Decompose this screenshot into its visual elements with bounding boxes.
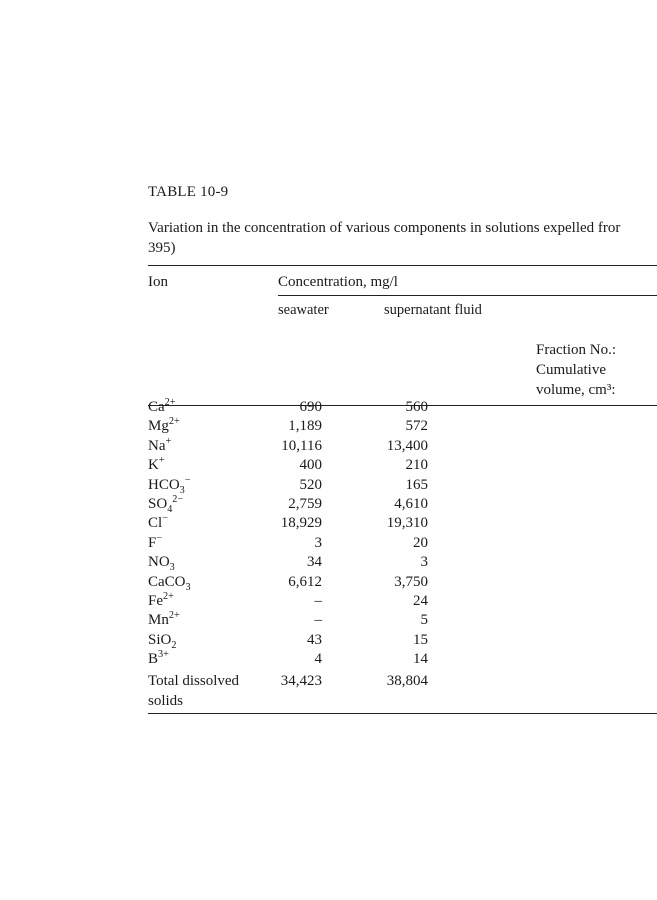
supernatant-value: 5 bbox=[420, 612, 428, 629]
ion-label: F− bbox=[148, 532, 163, 551]
table-row bbox=[0, 534, 657, 553]
seawater-value: 2,759 bbox=[288, 496, 322, 512]
concentration-rule bbox=[278, 295, 657, 296]
header-fraction-line-1: Fraction No.: bbox=[536, 342, 616, 358]
supernatant-value: 572 bbox=[405, 418, 428, 435]
table-row bbox=[0, 417, 657, 436]
supernatant-value: 15 bbox=[413, 631, 428, 648]
supernatant-value: 165 bbox=[405, 476, 428, 493]
table-row bbox=[0, 398, 657, 417]
ion-label: $Ca^{2+}$ bbox=[148, 397, 176, 415]
total-label-line-1: Total dissolved bbox=[148, 673, 240, 689]
supernatant-value: 13,400 bbox=[386, 437, 428, 454]
ion-label: Na+ bbox=[148, 435, 172, 454]
seawater-value: 520 bbox=[299, 476, 322, 493]
table-row bbox=[0, 592, 657, 611]
table-title: TABLE 10-9 bbox=[148, 184, 229, 200]
seawater-value: 6,612 bbox=[288, 573, 322, 590]
header-seawater: seawater bbox=[278, 302, 329, 318]
supernatant-value: 24 bbox=[413, 593, 428, 609]
ion-label: $Fe^{2+}$ bbox=[148, 591, 174, 609]
total-seawater-value: 34,423 bbox=[280, 673, 322, 689]
seawater-value: 10,116 bbox=[281, 437, 322, 454]
table-row bbox=[0, 456, 657, 475]
table-row bbox=[0, 476, 657, 495]
header-concentration: Concentration, mg/l bbox=[278, 274, 398, 290]
seawater-value: – bbox=[314, 612, 322, 629]
table-row bbox=[0, 437, 657, 456]
table-row bbox=[0, 573, 657, 592]
ion-label: Cl− bbox=[148, 513, 168, 532]
seawater-value: 690 bbox=[299, 399, 322, 415]
caption-line-1: Variation in the concentration of various components in solutions expelled fror bbox=[148, 220, 621, 236]
seawater-value: 34 bbox=[307, 554, 322, 571]
supernatant-value: 3,750 bbox=[394, 573, 428, 590]
seawater-value: 43 bbox=[307, 631, 322, 648]
header-fraction-line-3: volume, cm³: bbox=[536, 382, 616, 398]
header-fraction-line-2: Cumulative bbox=[536, 362, 606, 378]
table-row bbox=[0, 611, 657, 630]
ion-label: $Mn^{2+}$ bbox=[148, 610, 180, 629]
table-row bbox=[0, 514, 657, 533]
ion-label: $B^{3+}$ bbox=[148, 649, 169, 668]
table-row bbox=[0, 631, 657, 650]
ion-label: $SO_4^{2-}$ bbox=[148, 494, 184, 515]
table-row bbox=[0, 495, 657, 514]
supernatant-value: 4,610 bbox=[394, 496, 428, 512]
total-label-line-2: solids bbox=[148, 693, 184, 709]
supernatant-value: 210 bbox=[405, 457, 428, 474]
total-supernatant-value: 38,804 bbox=[386, 673, 428, 689]
ion-label: CaCO$_3$ bbox=[148, 573, 191, 593]
supernatant-value: 14 bbox=[413, 651, 428, 668]
bottom-rule bbox=[148, 713, 657, 714]
seawater-value: 3 bbox=[314, 534, 322, 551]
header-ion: Ion bbox=[148, 274, 168, 290]
ion-label: $Mg^{2+}$ bbox=[148, 416, 180, 435]
supernatant-value: 19,310 bbox=[386, 515, 428, 532]
header-supernatant: supernatant fluid bbox=[384, 302, 482, 318]
seawater-value: 18,929 bbox=[280, 515, 322, 532]
seawater-value: 4 bbox=[314, 651, 322, 668]
ion-label: SiO$_2$ bbox=[148, 631, 177, 651]
caption-line-2: 395) bbox=[148, 240, 176, 256]
supernatant-value: 20 bbox=[413, 534, 428, 551]
ion-label: $NO_3$ bbox=[148, 554, 175, 574]
seawater-value: 1,189 bbox=[288, 418, 322, 435]
top-rule bbox=[148, 265, 657, 266]
seawater-value: – bbox=[314, 593, 322, 609]
table-row bbox=[0, 553, 657, 572]
ion-label: K+ bbox=[148, 455, 165, 474]
table-row bbox=[0, 650, 657, 669]
supernatant-value: 3 bbox=[420, 554, 428, 571]
ion-label: $HCO_3^-$ bbox=[148, 474, 191, 496]
seawater-value: 400 bbox=[299, 457, 322, 474]
supernatant-value: 560 bbox=[405, 399, 428, 415]
